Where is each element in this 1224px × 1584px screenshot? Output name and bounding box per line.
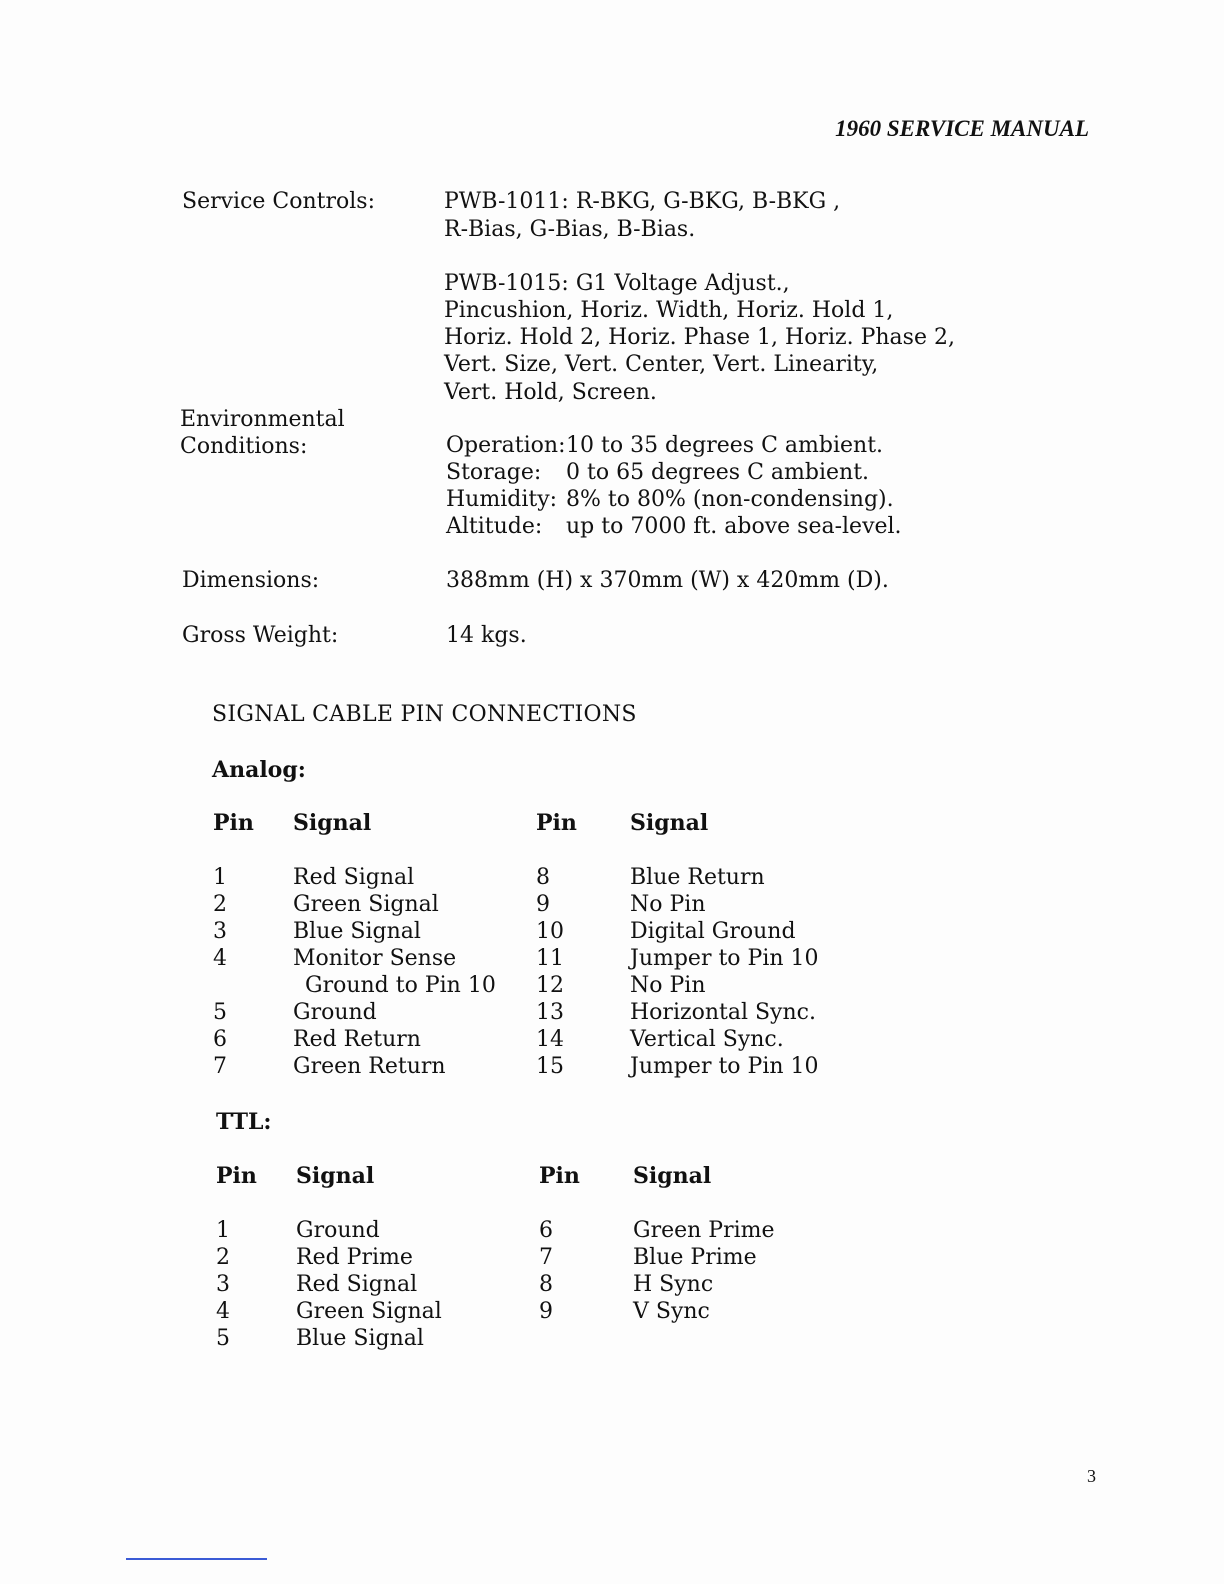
signal-name: Blue Prime: [633, 1245, 757, 1270]
table-row: [216, 1325, 873, 1352]
signal-name: Green Return: [293, 1054, 446, 1079]
signal-cable-section-title: SIGNAL CABLE PIN CONNECTIONS: [212, 702, 637, 727]
pin-number: 9: [539, 1299, 553, 1324]
env-altitude-name: Altitude:: [446, 514, 543, 539]
pin-number: 4: [213, 946, 227, 971]
column-header-pin: Pin: [213, 810, 254, 836]
signal-name: No Pin: [630, 973, 706, 998]
signal-name: Jumper to Pin 10: [630, 1054, 819, 1079]
table-row: [213, 1026, 870, 1053]
table-row: [213, 918, 870, 945]
signal-name: Vertical Sync.: [630, 1027, 784, 1052]
env-altitude-value: up to 7000 ft. above sea-level.: [566, 514, 902, 539]
signal-name: Ground: [293, 1000, 377, 1025]
signal-name: Blue Return: [630, 865, 765, 890]
signal-name: Red Return: [293, 1027, 421, 1052]
table-row: [213, 972, 870, 999]
analog-pin-table: [213, 810, 870, 1080]
table-row: [213, 891, 870, 918]
table-row: [213, 999, 870, 1026]
pin-number: 5: [213, 1000, 227, 1025]
pin-number: 10: [536, 919, 564, 944]
pin-number: [539, 1325, 633, 1352]
signal-name: Red Signal: [296, 1272, 418, 1297]
signal-name: Red Prime: [296, 1245, 413, 1270]
signal-name: [293, 972, 536, 999]
column-header-signal: Signal: [293, 810, 372, 836]
column-header-signal: Signal: [296, 1163, 375, 1189]
pin-number: 14: [536, 1027, 564, 1052]
footer-rule: [126, 1558, 267, 1560]
dimensions-label: Dimensions:: [182, 568, 320, 593]
signal-name: H Sync: [633, 1272, 714, 1297]
signal-name: No Pin: [630, 892, 706, 917]
signal-name: Jumper to Pin 10: [630, 946, 819, 971]
service-controls-pwb1015-line: PWB-1015: G1 Voltage Adjust.,: [444, 271, 790, 296]
service-controls-pwb1011-line2: R-Bias, G-Bias, B-Bias.: [444, 217, 696, 242]
pin-number: 2: [216, 1245, 230, 1270]
column-header-signal: Signal: [630, 810, 709, 836]
column-header-pin: Pin: [536, 810, 577, 836]
service-controls-pwb1015-line: Vert. Hold, Screen.: [444, 380, 657, 405]
pin-number: 11: [536, 946, 564, 971]
column-header-signal: Signal: [633, 1163, 712, 1189]
table-row: [213, 1053, 870, 1080]
signal-name: Blue Signal: [293, 919, 421, 944]
column-header-pin: Pin: [539, 1163, 580, 1189]
pin-number: 6: [539, 1218, 553, 1243]
ttl-pin-table: [216, 1163, 873, 1352]
service-controls-label: Service Controls:: [182, 189, 375, 214]
page-number: 3: [1087, 1466, 1096, 1486]
pin-number: 1: [213, 865, 227, 890]
pin-number: 3: [213, 919, 227, 944]
env-storage-name: Storage:: [446, 460, 542, 485]
analog-heading: Analog:: [212, 757, 306, 783]
signal-name: Red Signal: [293, 865, 415, 890]
table-row: [216, 1271, 873, 1298]
env-operation-name: Operation:: [446, 433, 566, 458]
table-row: [216, 1298, 873, 1325]
table-header-row: [213, 810, 870, 864]
environmental-label-line2: Conditions:: [180, 434, 308, 459]
pin-number: 9: [536, 892, 550, 917]
signal-name: Blue Signal: [296, 1326, 424, 1351]
signal-name: Green Signal: [293, 892, 439, 917]
pin-number: 12: [536, 973, 564, 998]
table-row: [213, 864, 870, 891]
table-row: [216, 1244, 873, 1271]
pin-number: 8: [539, 1272, 553, 1297]
table-row: [213, 945, 870, 972]
env-humidity-value: 8% to 80% (non-condensing).: [566, 487, 894, 512]
pin-number: 4: [216, 1299, 230, 1324]
dimensions-value: 388mm (H) x 370mm (W) x 420mm (D).: [446, 568, 889, 593]
pin-number: [213, 972, 293, 999]
page-header-title: 1960 SERVICE MANUAL: [835, 116, 1089, 141]
environmental-label-line1: Environmental: [180, 407, 345, 432]
service-controls-pwb1015-line: Vert. Size, Vert. Center, Vert. Linearity,: [444, 352, 879, 377]
table-row: [216, 1217, 873, 1244]
signal-name: Digital Ground: [630, 919, 796, 944]
table-header-row: [216, 1163, 873, 1217]
pin-number: 15: [536, 1054, 564, 1079]
env-storage-value: 0 to 65 degrees C ambient.: [566, 460, 870, 485]
pin-number: 13: [536, 1000, 564, 1025]
gross-weight-value: 14 kgs.: [446, 623, 527, 648]
environmental-conditions-list: [446, 432, 902, 540]
signal-name: Monitor Sense: [293, 946, 457, 971]
pin-number: 7: [213, 1054, 227, 1079]
pin-number: 7: [539, 1245, 553, 1270]
pin-number: 3: [216, 1272, 230, 1297]
pin-number: 1: [216, 1218, 230, 1243]
signal-name: Horizontal Sync.: [630, 1000, 816, 1025]
ttl-heading: TTL:: [216, 1109, 272, 1135]
pin-number: 5: [216, 1326, 230, 1351]
pin-number: 8: [536, 865, 550, 890]
signal-name: Ground: [296, 1218, 380, 1243]
column-header-pin: Pin: [216, 1163, 257, 1189]
service-controls-pwb1015-line: Pincushion, Horiz. Width, Horiz. Hold 1,: [444, 298, 894, 323]
service-controls-pwb1015-line: Horiz. Hold 2, Horiz. Phase 1, Horiz. Phase 2,: [444, 325, 955, 350]
gross-weight-label: Gross Weight:: [182, 623, 339, 648]
signal-name: V Sync: [633, 1299, 710, 1324]
env-humidity-name: Humidity:: [446, 487, 558, 512]
signal-name: Green Signal: [296, 1299, 442, 1324]
pin-number: 2: [213, 892, 227, 917]
signal-name-continuation: Ground to Pin 10: [305, 973, 496, 998]
signal-name: [633, 1325, 873, 1352]
env-operation-value: 10 to 35 degrees C ambient.: [566, 433, 884, 458]
signal-name: Green Prime: [633, 1218, 775, 1243]
service-controls-pwb1011-line1: PWB-1011: R-BKG, G-BKG, B-BKG ,: [444, 189, 841, 214]
pin-number: 6: [213, 1027, 227, 1052]
